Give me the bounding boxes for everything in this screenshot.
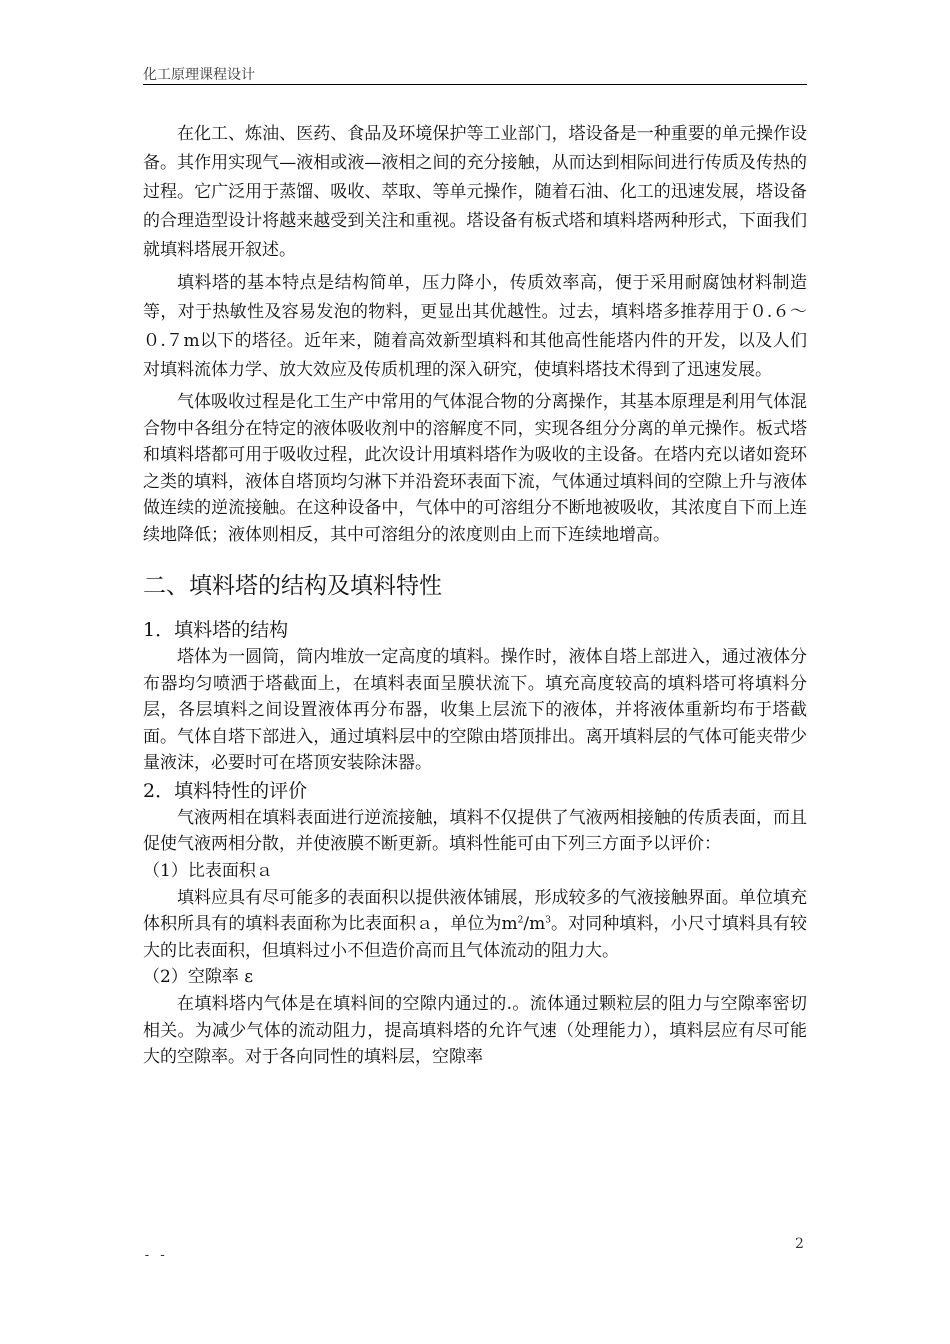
paragraph-specific-surface bbox=[143, 885, 807, 965]
item-title-voidage: （2）空隙率 ε bbox=[143, 967, 254, 987]
page-number: 2 bbox=[795, 1236, 804, 1252]
item-title-specific-surface: （1）比表面积ａ bbox=[143, 860, 273, 881]
specific-surface-text-after: 。对同种填料，小尺寸填料具有较大的比表面积，但填料过小不但造价高而且气体流动的阻力大。 bbox=[143, 914, 807, 961]
paragraph-intro-1: 在化工、炼油、医药、食品及环境保护等工业部门，塔设备是一种重要的单元操作设备。其作用实现气—液相或液—液相之间的充分接触，从而达到相际间进行传质及传热的过程。它广泛用于蒸馏、吸收、萃取、等单元操作，随着石油、化工的迅速发展，塔设备的合理造型设计将越来越受到关注和重视。塔设备有板式塔和填料塔两种形式，下面我们就填料塔展开叙述。 bbox=[143, 124, 807, 260]
unit-exponent-2: 2 bbox=[517, 915, 524, 926]
specific-surface-text-before: 填料应具有尽可能多的表面积以提供液体铺展，形成较多的气液接触界面。单位填充体积所具有的填料表面称为比表面积ａ，单位为m bbox=[143, 887, 807, 934]
subsection-title-structure: 1．填料塔的结构 bbox=[143, 619, 289, 641]
body-content bbox=[143, 120, 807, 1071]
unit-exponent-3: 3 bbox=[545, 915, 551, 926]
paragraph-structure: 塔体为一圆筒，筒内堆放一定高度的填料。操作时，液体自塔上部进入，通过液体分布器均匀喷洒于塔截面上，在填料表面呈膜状流下。填充高度较高的填料塔可将填料分层，各层填料之间设置液体再分布器，收集上层流下的液体，并将液体重新均布于塔截面。气体自塔下部进入，通过填料层中的空隙由塔顶排出。离开填料层的气体可能夹带少量液沫，必要时可在塔顶安装除沫器。 bbox=[143, 647, 807, 773]
section-title: 二、填料塔的结构及填料特性 bbox=[143, 573, 442, 599]
paragraph-intro-3: 气体吸收过程是化工生产中常用的气体混合物的分离操作，其基本原理是利用气体混合物中各组分在特定的液体吸收剂中的溶解度不同，实现各组分分离的单元操作。板式塔和填料塔都可用于吸收过程，此次设计用填料塔作为吸收的主设备。在塔内充以诸如瓷环之类的填料，液体自塔顶均匀淋下并沿瓷环表面下流，气体通过填料间的空隙上升与液体做连续的逆流接触。在这种设备中，气体中的可溶组分不断地被吸收，其浓度自下而上连续地降低；液体则相反，其中可溶组分的浓度则由上而下连续地增高。 bbox=[143, 392, 807, 545]
unit-slash: /m bbox=[523, 914, 546, 934]
paragraph-voidage: 在填料塔内气体是在填料间的空隙内通过的.。流体通过颗粒层的阻力与空隙率密切相关。为减少气体的流动阻力，提高填料塔的允许气速（处理能力），填料层应有尽可能大的空隙率。对于各向同性的填料层，空隙率 bbox=[143, 994, 807, 1067]
paragraph-intro-2: 填料塔的基本特点是结构简单，压力降小，传质效率高，便于采用耐腐蚀材料制造等，对于热敏性及容易发泡的物料，更显出其优越性。过去，填料塔多推荐用于０.６～０.７m以下的塔径。近年来，随着高效新型填料和其他高性能塔内件的开发，以及人们对填料流体力学、放大效应及传质机理的深入研究，使填料塔技术得到了迅速发展。 bbox=[143, 273, 807, 380]
footer-mark: - - bbox=[143, 1248, 167, 1263]
subsection-title-evaluation: 2．填料特性的评价 bbox=[143, 779, 308, 802]
paragraph-evaluation: 气液两相在填料表面进行逆流接触，填料不仅提供了气液两相接触的传质表面，而且促使气液两相分散，并使液膜不断更新。填料性能可由下列三方面予以评价： bbox=[143, 807, 807, 854]
running-header: 化工原理课程设计 bbox=[143, 67, 255, 83]
header-rule bbox=[143, 84, 807, 85]
